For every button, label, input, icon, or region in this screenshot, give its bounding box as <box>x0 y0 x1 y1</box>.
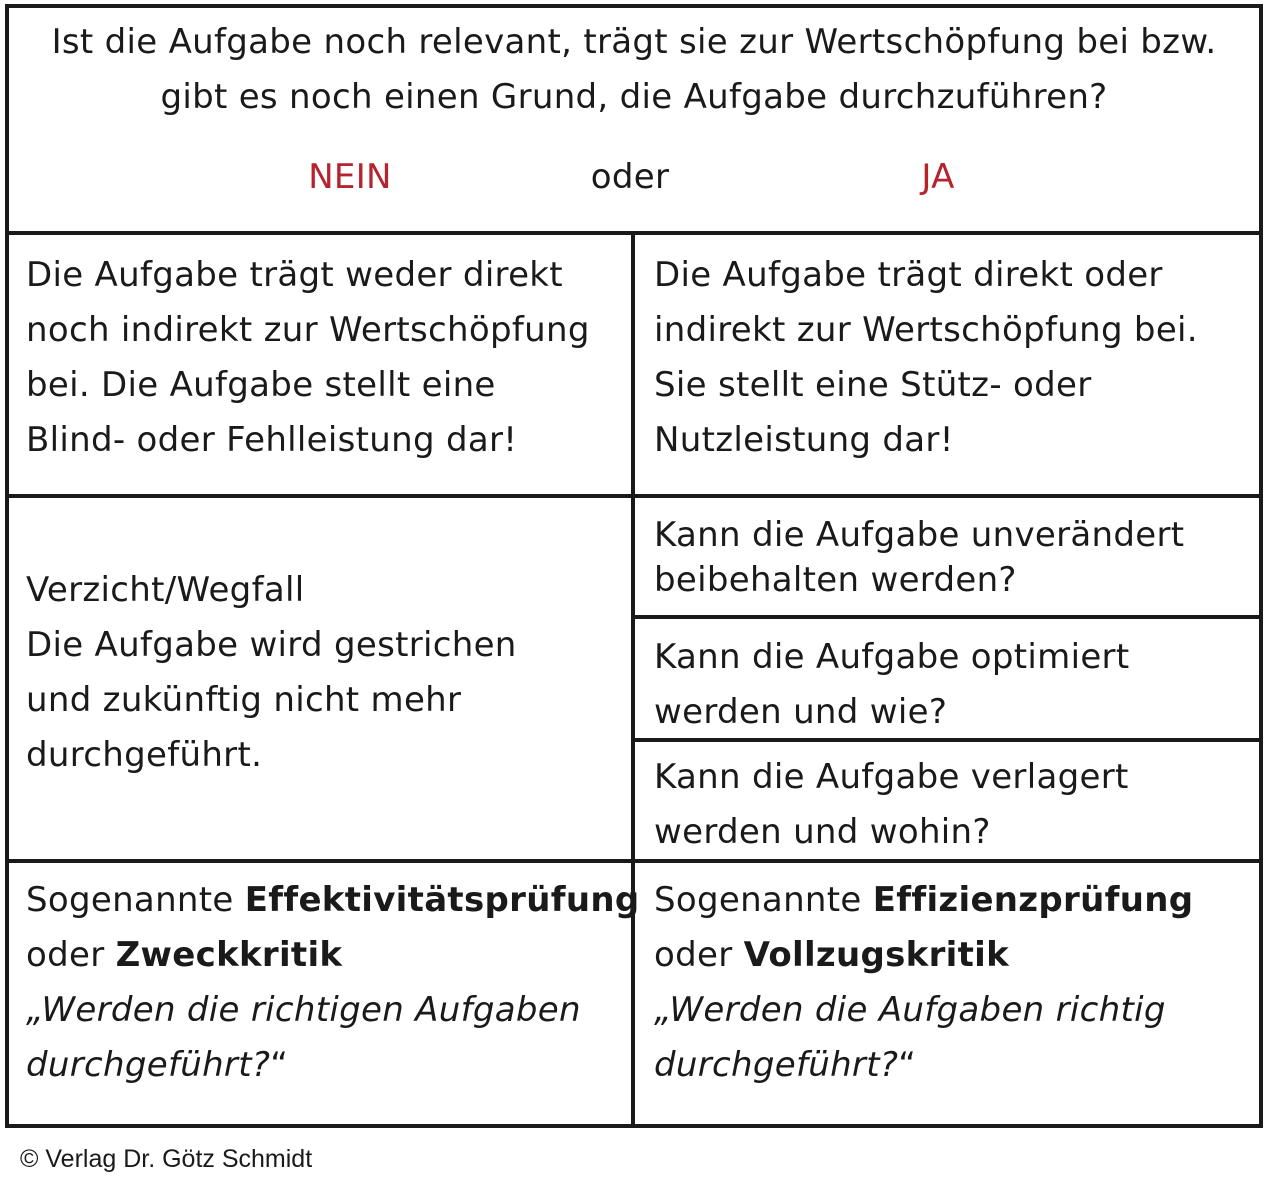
no-summary-line-1 <box>26 873 639 928</box>
answer-or: oder <box>590 157 670 197</box>
term-effizienzpruefung: Effizienzprüfung <box>872 880 1194 920</box>
answer-no: NEIN <box>308 157 392 197</box>
summary-prefix: Sogenannte <box>26 880 245 920</box>
no-action-title: Verzicht/Wegfall <box>26 570 305 610</box>
summary-connector: oder <box>26 935 116 975</box>
divider-row1 <box>5 494 1263 498</box>
option-keep-line: beibehalten werden? <box>654 560 1017 600</box>
term-zweckkritik: Zweckkritik <box>115 935 343 975</box>
quote-text: durchgeführt? <box>26 1045 271 1085</box>
no-action-line: durchgeführt. <box>26 735 263 775</box>
yes-assessment-line: Sie stellt eine Stütz- oder <box>654 365 1092 405</box>
no-summary-line-2 <box>26 928 342 983</box>
no-assessment-line: noch indirekt zur Wertschöpfung <box>26 310 590 350</box>
option-keep-line: Kann die Aufgabe unverändert <box>654 515 1185 555</box>
divider-row3 <box>5 859 1263 863</box>
yes-summary-quote: „Werden die Aufgaben richtig <box>654 990 1166 1030</box>
divider-columns <box>631 231 635 1128</box>
yes-summary-line-2 <box>654 928 1009 983</box>
no-summary-quote: „Werden die richtigen Aufgaben <box>26 990 581 1030</box>
no-assessment-line: Blind- oder Fehlleistung dar! <box>26 420 518 460</box>
answer-yes: JA <box>921 157 955 197</box>
quote-close: “ <box>270 1045 289 1085</box>
no-action-line: Die Aufgabe wird gestrichen <box>26 625 517 665</box>
divider-option1 <box>631 615 1263 619</box>
term-effektivitaetspruefung: Effektivitätsprüfung <box>244 880 640 920</box>
yes-summary-quote-end <box>654 1038 916 1093</box>
copyright-notice: © Verlag Dr. Götz Schmidt <box>20 1145 313 1173</box>
quote-close: “ <box>898 1045 917 1085</box>
no-summary-quote-end <box>26 1038 288 1093</box>
quote-text: durchgeführt? <box>654 1045 899 1085</box>
yes-assessment-line: Die Aufgabe trägt direkt oder <box>654 255 1163 295</box>
option-optimize-line: werden und wie? <box>654 692 948 732</box>
yes-assessment-line: Nutzleistung dar! <box>654 420 954 460</box>
option-relocate-line: Kann die Aufgabe verlagert <box>654 757 1129 797</box>
yes-assessment-line: indirekt zur Wertschöpfung bei. <box>654 310 1198 350</box>
term-vollzugskritik: Vollzugskritik <box>743 935 1010 975</box>
no-assessment-line: bei. Die Aufgabe stellt eine <box>26 365 496 405</box>
question-line-1: Ist die Aufgabe noch relevant, trägt sie zur Wertschöpfung bei bzw. <box>51 22 1217 62</box>
question-line-2: gibt es noch einen Grund, die Aufgabe durchzuführen? <box>160 77 1108 117</box>
no-assessment-line: Die Aufgabe trägt weder direkt <box>26 255 563 295</box>
summary-prefix: Sogenannte <box>654 880 873 920</box>
yes-summary-line-1 <box>654 873 1193 928</box>
option-optimize-line: Kann die Aufgabe optimiert <box>654 637 1130 677</box>
summary-connector: oder <box>654 935 744 975</box>
option-relocate-line: werden und wohin? <box>654 812 991 852</box>
no-action-line: und zukünftig nicht mehr <box>26 680 462 720</box>
